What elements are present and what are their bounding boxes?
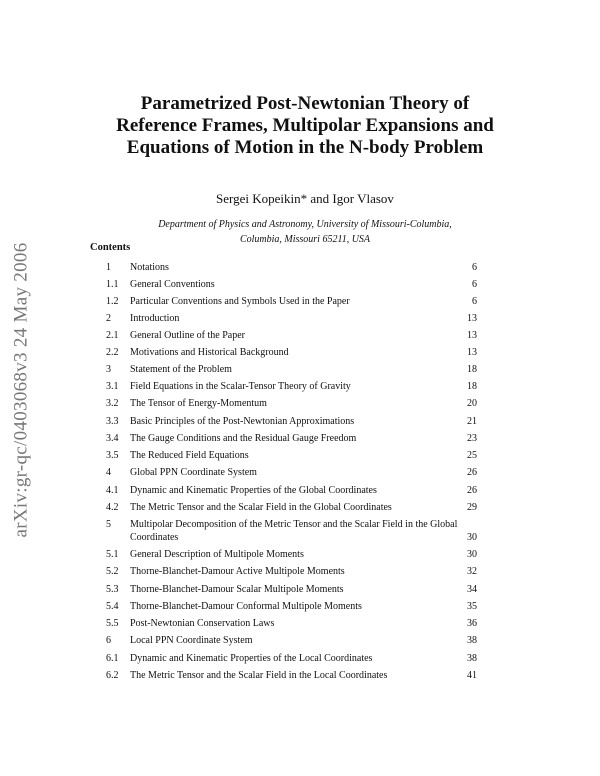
toc-section-title: Dynamic and Kinematic Properties of the Global Coordinates bbox=[130, 485, 377, 496]
toc-section-number: 1 bbox=[106, 262, 111, 273]
toc-section-number: 3.2 bbox=[106, 398, 119, 409]
toc-page-number: 29 bbox=[467, 502, 477, 513]
toc-page-number: 13 bbox=[467, 313, 477, 324]
toc-page-number: 6 bbox=[472, 296, 477, 307]
toc-section-title: Dynamic and Kinematic Properties of the Local Coordinates bbox=[130, 653, 373, 664]
toc-page-number: 6 bbox=[472, 262, 477, 273]
toc-section-title: Introduction bbox=[130, 313, 180, 324]
toc-page-number: 36 bbox=[467, 618, 477, 629]
toc-page-number: 18 bbox=[467, 364, 477, 375]
toc-section-title: The Metric Tensor and the Scalar Field in the Global Coordinates bbox=[130, 502, 392, 513]
title-line: Equations of Motion in the N-body Problem bbox=[126, 137, 484, 158]
arxiv-identifier bbox=[6, 200, 36, 580]
toc-page-number: 30 bbox=[467, 532, 477, 543]
toc-section-number: 2 bbox=[106, 313, 111, 324]
toc-page-number: 6 bbox=[472, 279, 477, 290]
toc-section-number: 5.1 bbox=[106, 549, 119, 560]
affiliation bbox=[60, 217, 550, 247]
toc-page-number: 26 bbox=[467, 467, 477, 478]
toc-page-number: 34 bbox=[467, 584, 477, 595]
toc-page-number: 13 bbox=[467, 347, 477, 358]
toc-page-number: 13 bbox=[467, 330, 477, 341]
toc-page-number: 18 bbox=[467, 381, 477, 392]
toc-section-number: 3 bbox=[106, 364, 111, 375]
toc-section-number: 2.1 bbox=[106, 330, 119, 341]
toc-page-number: 21 bbox=[467, 416, 477, 427]
toc-section-number: 5.4 bbox=[106, 601, 119, 612]
toc-section-title: Particular Conventions and Symbols Used in the Paper bbox=[130, 296, 350, 307]
toc-page-number: 41 bbox=[467, 670, 477, 681]
toc-section-title: The Gauge Conditions and the Residual Gauge Freedom bbox=[130, 433, 357, 444]
toc-section-number: 3.3 bbox=[106, 416, 119, 427]
toc-section-number: 6.2 bbox=[106, 670, 119, 681]
toc-page-number: 25 bbox=[467, 450, 477, 461]
toc-section-title: General Description of Multipole Moments bbox=[130, 549, 304, 560]
toc-page-number: 32 bbox=[467, 566, 477, 577]
toc-section-number: 5.5 bbox=[106, 618, 119, 629]
toc-page-number: 26 bbox=[467, 485, 477, 496]
toc-page-number: 35 bbox=[467, 601, 477, 612]
toc-section-number: 4 bbox=[106, 467, 111, 478]
toc-page-number: 23 bbox=[467, 433, 477, 444]
title-line: Parametrized Post-Newtonian Theory of bbox=[140, 93, 470, 114]
toc-section-title: Thorne-Blanchet-Damour Conformal Multipole Moments bbox=[130, 601, 362, 612]
toc-page-number: 20 bbox=[467, 398, 477, 409]
toc-section-number: 4.1 bbox=[106, 485, 119, 496]
toc-page-number: 38 bbox=[467, 635, 477, 646]
toc-section-number: 1.2 bbox=[106, 296, 119, 307]
toc-section-number: 6.1 bbox=[106, 653, 119, 664]
toc-section-title: Multipolar Decomposition of the Metric Tensor and the Scalar Field in the Global Coordinates bbox=[130, 519, 458, 543]
contents-heading: Contents bbox=[90, 242, 131, 253]
toc-section-title: Field Equations in the Scalar-Tensor Theory of Gravity bbox=[130, 381, 351, 392]
paper-title bbox=[60, 93, 550, 159]
toc-section-title: Thorne-Blanchet-Damour Scalar Multipole Moments bbox=[130, 584, 344, 595]
toc-section-title: Thorne-Blanchet-Damour Active Multipole Moments bbox=[130, 566, 345, 577]
toc-section-number: 5 bbox=[106, 519, 111, 530]
toc-section-title: Local PPN Coordinate System bbox=[130, 635, 253, 646]
toc-section-number: 5.2 bbox=[106, 566, 119, 577]
toc-section-number: 3.5 bbox=[106, 450, 119, 461]
toc-section-title: Statement of the Problem bbox=[130, 364, 232, 375]
toc-section-title: General Outline of the Paper bbox=[130, 330, 245, 341]
toc-section-title: Global PPN Coordinate System bbox=[130, 467, 257, 478]
toc-section-title: General Conventions bbox=[130, 279, 215, 290]
toc-section-title: The Metric Tensor and the Scalar Field in the Local Coordinates bbox=[130, 670, 388, 681]
toc-section-title: Notations bbox=[130, 262, 169, 273]
toc-page-number: 38 bbox=[467, 653, 477, 664]
affiliation-line: Columbia, Missouri 65211, USA bbox=[239, 234, 371, 245]
toc-section-number: 2.2 bbox=[106, 347, 119, 358]
toc-section-number: 6 bbox=[106, 635, 111, 646]
title-line: Reference Frames, Multipolar Expansions and bbox=[116, 115, 494, 136]
toc-section-title: The Tensor of Energy-Momentum bbox=[130, 398, 267, 409]
toc-section-title: Motivations and Historical Background bbox=[130, 347, 289, 358]
toc-section-title: Post-Newtonian Conservation Laws bbox=[130, 618, 275, 629]
authors: Sergei Kopeikin* and Igor Vlasov bbox=[216, 191, 394, 206]
toc-section-title: The Reduced Field Equations bbox=[130, 450, 249, 461]
arxiv-identifier-text: arXiv:gr-qc/0403068v3 24 May 2006 bbox=[10, 242, 32, 538]
toc-section-number: 5.3 bbox=[106, 584, 119, 595]
toc-section-title: Basic Principles of the Post-Newtonian Approximations bbox=[130, 416, 355, 427]
affiliation-line: Department of Physics and Astronomy, University of Missouri-Columbia, bbox=[158, 219, 452, 230]
toc-page-number: 30 bbox=[467, 549, 477, 560]
toc-section-number: 3.4 bbox=[106, 433, 119, 444]
toc-section-number: 3.1 bbox=[106, 381, 119, 392]
toc-section-number: 4.2 bbox=[106, 502, 119, 513]
toc-section-number: 1.1 bbox=[106, 279, 119, 290]
